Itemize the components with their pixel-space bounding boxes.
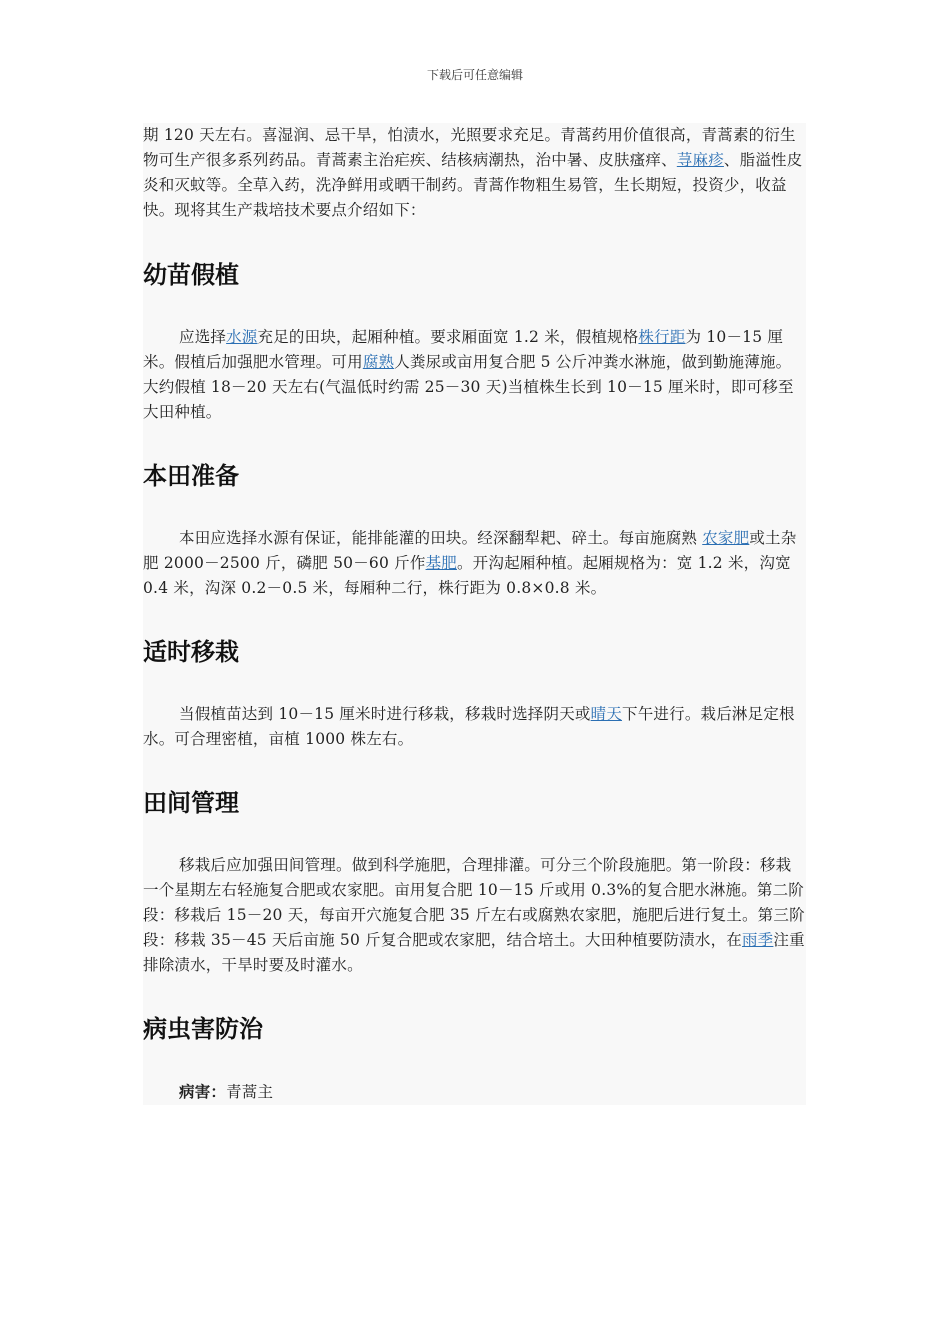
section3-text-1: 当假植苗达到 10－15 厘米时进行移栽，移栽时选择阴天或	[179, 705, 591, 723]
section1-text-3: 为 10－15 厘米。假植后加强肥水管理。可用	[143, 328, 784, 371]
link-decomposed[interactable]: 腐熟	[362, 353, 395, 371]
intro-text-1: 期 120 天左右。喜湿润、忌干旱，怕渍水，光照要求充足。青蒿药用价值很高，青蒿素的衍生物可生产很多系列药品。青蒿素主治疟疾、结核病潮热，治中暑、皮肤瘙痒、	[143, 126, 796, 169]
section2-text-1: 本田应选择水源有保证，能排能灌的田块。经深翻犁耙、碎土。每亩施腐熟	[179, 529, 703, 547]
heading-seedling-transplant: 幼苗假植	[143, 261, 239, 289]
page-header: 下载后可任意编辑	[426, 68, 523, 82]
link-urticaria[interactable]: 荨麻疹	[676, 151, 724, 169]
section1-text-2: 充足的田块，起厢种植。要求厢面宽 1.2 米，假植规格	[257, 328, 639, 346]
section2-paragraph	[143, 526, 806, 601]
section1-text-1: 应选择	[179, 328, 227, 346]
intro-paragraph	[143, 123, 806, 223]
link-base-fertilizer[interactable]: 基肥	[425, 554, 457, 572]
section4-text-1: 移栽后应加强田间管理。做到科学施肥，合理排灌。可分三个阶段施肥。第一阶段：移栽一个星期左右轻施复合肥或农家肥。亩用复合肥 10－15 斤或用 0.3%的复合肥水淋施。第二阶段：移栽后 15－20 天，每亩开穴施复合肥 35 斤左右或腐熟农家肥，施肥后进行复土。第三阶段：移栽 35－45 天后亩施 50 斤复合肥或农家肥，结合培土。大田种植要防渍水，在	[143, 856, 805, 949]
link-plant-spacing[interactable]: 株行距	[638, 328, 686, 346]
heading-field-preparation: 本田准备	[143, 462, 239, 490]
intro-text-2: 、脂溢性皮炎和灭蚊等。全草入药，洗净鲜用或晒干制药。青蒿作物粗生易管，生长期短，投资少，收益快。现将其生产栽培技术要点介绍如下：	[143, 151, 803, 219]
link-rainy-season[interactable]: 雨季	[741, 931, 774, 949]
section1-text-4: 人粪尿或亩用复合肥 5 公斤冲粪水淋施，做到勤施薄施。大约假植 18－20 天左右(气温低时约需 25－30 天)当植株生长到 10－15 厘米时，即可移至大田种植。	[143, 353, 794, 421]
section4-text-2: 注重排除渍水，干旱时要及时灌水。	[143, 931, 805, 974]
heading-pest-control: 病虫害防治	[143, 1015, 263, 1043]
section4-paragraph	[143, 853, 806, 978]
heading-field-management: 田间管理	[143, 789, 239, 817]
section2-text-2: 或土杂肥 2000－2500 斤，磷肥 50－60 斤作	[143, 529, 797, 572]
disease-label: 病害：	[179, 1082, 227, 1101]
document-content	[143, 123, 806, 1105]
section5-text-1: 青蒿主	[226, 1083, 274, 1101]
section3-text-2: 下午进行。栽后淋足定根水。可合理密植，亩植 1000 株左右。	[143, 705, 795, 748]
section1-paragraph	[143, 325, 806, 425]
section3-paragraph	[143, 702, 806, 752]
section5-paragraph	[143, 1079, 806, 1105]
section2-text-3: 。开沟起厢种植。起厢规格为：宽 1.2 米，沟宽 0.4 米，沟深 0.2－0.5 米，每厢种二行，株行距为 0.8×0.8 米。	[143, 554, 791, 597]
link-farm-manure[interactable]: 农家肥	[702, 529, 750, 547]
heading-timely-transplant: 适时移栽	[143, 638, 239, 666]
link-sunny-day[interactable]: 晴天	[590, 705, 623, 723]
link-water-source[interactable]: 水源	[226, 328, 258, 346]
